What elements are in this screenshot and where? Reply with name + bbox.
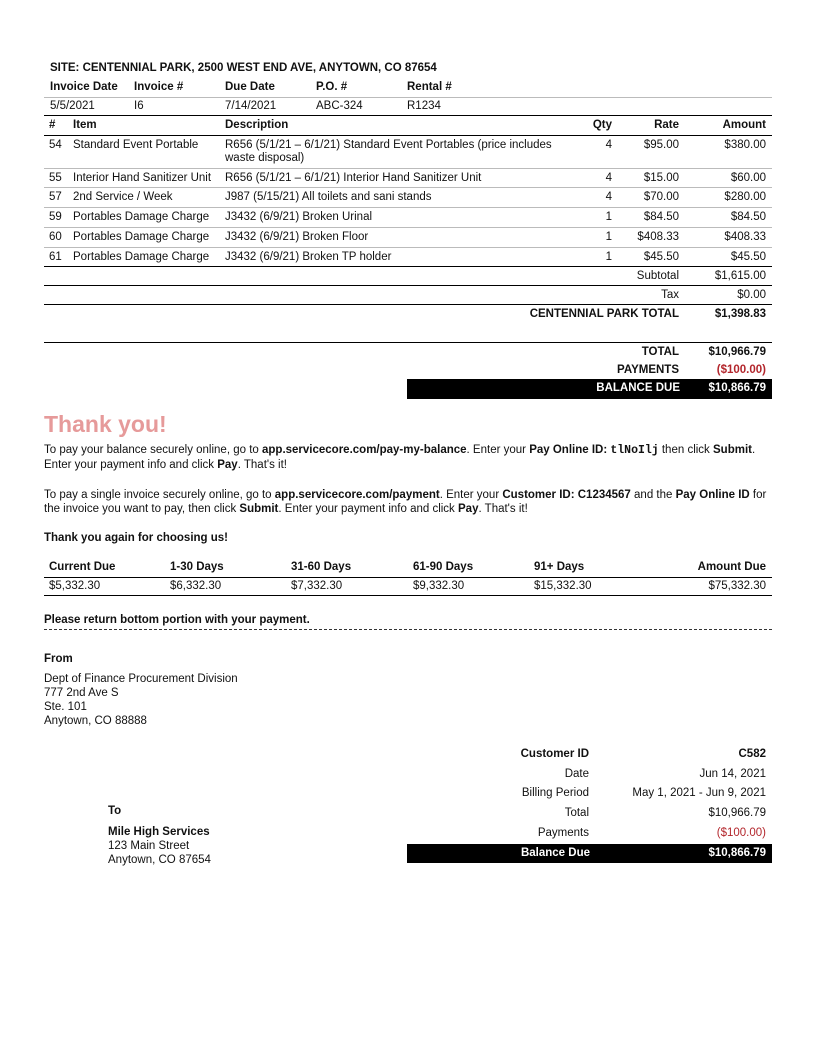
row-qty: 1 <box>605 251 612 263</box>
row-description: J3432 (6/9/21) Broken Floor <box>225 231 369 243</box>
row-description: R656 (5/1/21 – 6/1/21) Interior Hand Sanitizer Unit <box>225 172 482 184</box>
row-rate: $84.50 <box>643 211 679 223</box>
row-rate: $15.00 <box>643 172 679 184</box>
col-rate-header: Rate <box>654 119 679 131</box>
balance-due-value: $10,866.79 <box>708 382 766 394</box>
tax-value: $0.00 <box>737 289 766 301</box>
row-rate: $408.33 <box>637 231 679 243</box>
row-item: Portables Damage Charge <box>73 211 210 223</box>
stub-payments-label: Payments <box>537 827 589 839</box>
row-description: R656 (5/1/21 – 6/1/21) Standard Event Portables (price includes waste disposal) <box>225 139 552 164</box>
aging-current-header: Current Due <box>49 561 116 573</box>
row-item: Interior Hand Sanitizer Unit <box>73 172 212 184</box>
row-qty: 4 <box>605 172 612 184</box>
tax-label: Tax <box>661 289 679 301</box>
row-amount: $408.33 <box>724 231 766 243</box>
stub-date-label: Date <box>564 768 589 780</box>
po-number-value: ABC-324 <box>316 100 363 112</box>
thank-you-heading: Thank you! <box>44 411 167 437</box>
row-qty: 1 <box>605 231 612 243</box>
return-note: Please return bottom portion with your payment. <box>44 614 310 626</box>
site-title: SITE: CENTENNIAL PARK, 2500 WEST END AVE, ANYTOWN, CO 87654 <box>50 62 437 74</box>
row-num: 57 <box>49 191 62 203</box>
invoice-number-value: I6 <box>134 100 144 112</box>
row-item: Standard Event Portable <box>73 139 199 151</box>
from-address: Dept of Finance Procurement Division 777 2nd Ave S Ste. 101 Anytown, CO 88888 <box>44 673 238 727</box>
total-label: TOTAL <box>641 346 679 358</box>
stub-total-value: $10,966.79 <box>708 807 766 819</box>
thank-you-closing: Thank you again for choosing us! <box>44 532 229 544</box>
row-amount: $60.00 <box>730 172 766 184</box>
col-amount-header: Amount <box>722 119 766 131</box>
row-item: Portables Damage Charge <box>73 251 210 263</box>
row-description: J3432 (6/9/21) Broken Urinal <box>225 211 373 223</box>
row-num: 55 <box>49 172 62 184</box>
col-num-header: # <box>49 119 56 131</box>
aging-1-30-header: 1-30 Days <box>170 561 224 573</box>
aging-61-90-header: 61-90 Days <box>413 561 474 573</box>
aging-61-90-value: $9,332.30 <box>413 580 465 592</box>
row-rate: $95.00 <box>643 139 679 151</box>
invoice-date-header: Invoice Date <box>50 81 118 93</box>
row-description: J987 (5/15/21) All toilets and sani stands <box>225 191 432 203</box>
po-number-header: P.O. # <box>316 81 348 93</box>
subtotal-value: $1,615.00 <box>714 270 766 282</box>
aging-current-value: $5,332.30 <box>49 580 101 592</box>
invoice-number-header: Invoice # <box>134 81 184 93</box>
row-item: 2nd Service / Week <box>73 191 173 203</box>
rental-number-value: R1234 <box>407 100 441 112</box>
to-name: Mile High Services <box>108 826 210 838</box>
stub-billing-period-value: May 1, 2021 - Jun 9, 2021 <box>632 787 766 799</box>
row-qty: 1 <box>605 211 612 223</box>
row-num: 61 <box>49 251 62 263</box>
row-rate: $45.50 <box>643 251 679 263</box>
row-qty: 4 <box>605 191 612 203</box>
invoice-date-value: 5/5/2021 <box>50 100 95 112</box>
row-rate: $70.00 <box>643 191 679 203</box>
stub-balance-due-value: $10,866.79 <box>708 847 766 859</box>
aging-91-plus-header: 91+ Days <box>534 561 585 573</box>
row-num: 60 <box>49 231 62 243</box>
pay-invoice-link[interactable]: app.servicecore.com/payment <box>274 489 440 501</box>
rental-number-header: Rental # <box>407 81 452 93</box>
stub-total-label: Total <box>564 807 589 819</box>
from-label: From <box>44 653 73 665</box>
row-num: 54 <box>49 139 62 151</box>
row-description: J3432 (6/9/21) Broken TP holder <box>225 251 392 263</box>
site-total-label: CENTENNIAL PARK TOTAL <box>529 308 679 320</box>
aging-1-30-value: $6,332.30 <box>170 580 222 592</box>
stub-balance-due-bar <box>407 844 772 863</box>
payments-value: ($100.00) <box>716 364 766 376</box>
stub-billing-period-label: Billing Period <box>521 787 589 799</box>
to-label: To <box>108 805 122 817</box>
row-amount: $84.50 <box>730 211 766 223</box>
row-amount: $45.50 <box>730 251 766 263</box>
balance-due-bar <box>407 379 772 399</box>
tear-line <box>44 629 772 630</box>
aging-91-plus-value: $15,332.30 <box>534 580 592 592</box>
due-date-header: Due Date <box>225 81 275 93</box>
col-qty-header: Qty <box>592 119 612 131</box>
site-total-value: $1,398.83 <box>714 308 766 320</box>
stub-date-value: Jun 14, 2021 <box>699 768 766 780</box>
stub-customer-id-label: Customer ID <box>520 748 589 760</box>
stub-payments-value: ($100.00) <box>716 827 766 839</box>
stub-balance-due-label: Balance Due <box>520 847 590 859</box>
col-description-header: Description <box>225 119 289 131</box>
pay-balance-link[interactable]: app.servicecore.com/pay-my-balance <box>262 444 467 456</box>
payments-label: PAYMENTS <box>617 364 679 376</box>
stub-customer-id-value: C582 <box>738 748 766 760</box>
balance-due-label: BALANCE DUE <box>596 382 680 394</box>
total-value: $10,966.79 <box>708 346 766 358</box>
pay-invoice-instructions: To pay a single invoice securely online, go to app.servicecore.com/payment. Enter your Customer ID: C1234567 and the Pay Online ID for the invoice you want to pay, then click Submit. Enter your payment info and click Pay. That's it! <box>44 489 767 515</box>
row-qty: 4 <box>605 139 612 151</box>
due-date-value: 7/14/2021 <box>225 100 277 112</box>
row-item: Portables Damage Charge <box>73 231 210 243</box>
col-item-header: Item <box>73 119 97 131</box>
aging-amount-due-value: $75,332.30 <box>708 580 766 592</box>
aging-amount-due-header: Amount Due <box>697 561 766 573</box>
row-amount: $280.00 <box>724 191 766 203</box>
subtotal-label: Subtotal <box>636 270 679 282</box>
pay-balance-instructions: To pay your balance securely online, go to app.servicecore.com/pay-my-balance. Enter your Pay Online ID: tlNoIlj then click Submit. Enter your payment info and click Pay. That's it! <box>44 444 756 471</box>
row-num: 59 <box>49 211 62 223</box>
aging-31-60-value: $7,332.30 <box>291 580 343 592</box>
aging-31-60-header: 31-60 Days <box>291 561 352 573</box>
row-amount: $380.00 <box>724 139 766 151</box>
pay-online-id: tlNoIlj <box>610 444 659 457</box>
to-address: Mile High Services 123 Main Street Anytown, CO 87654 <box>108 826 211 866</box>
